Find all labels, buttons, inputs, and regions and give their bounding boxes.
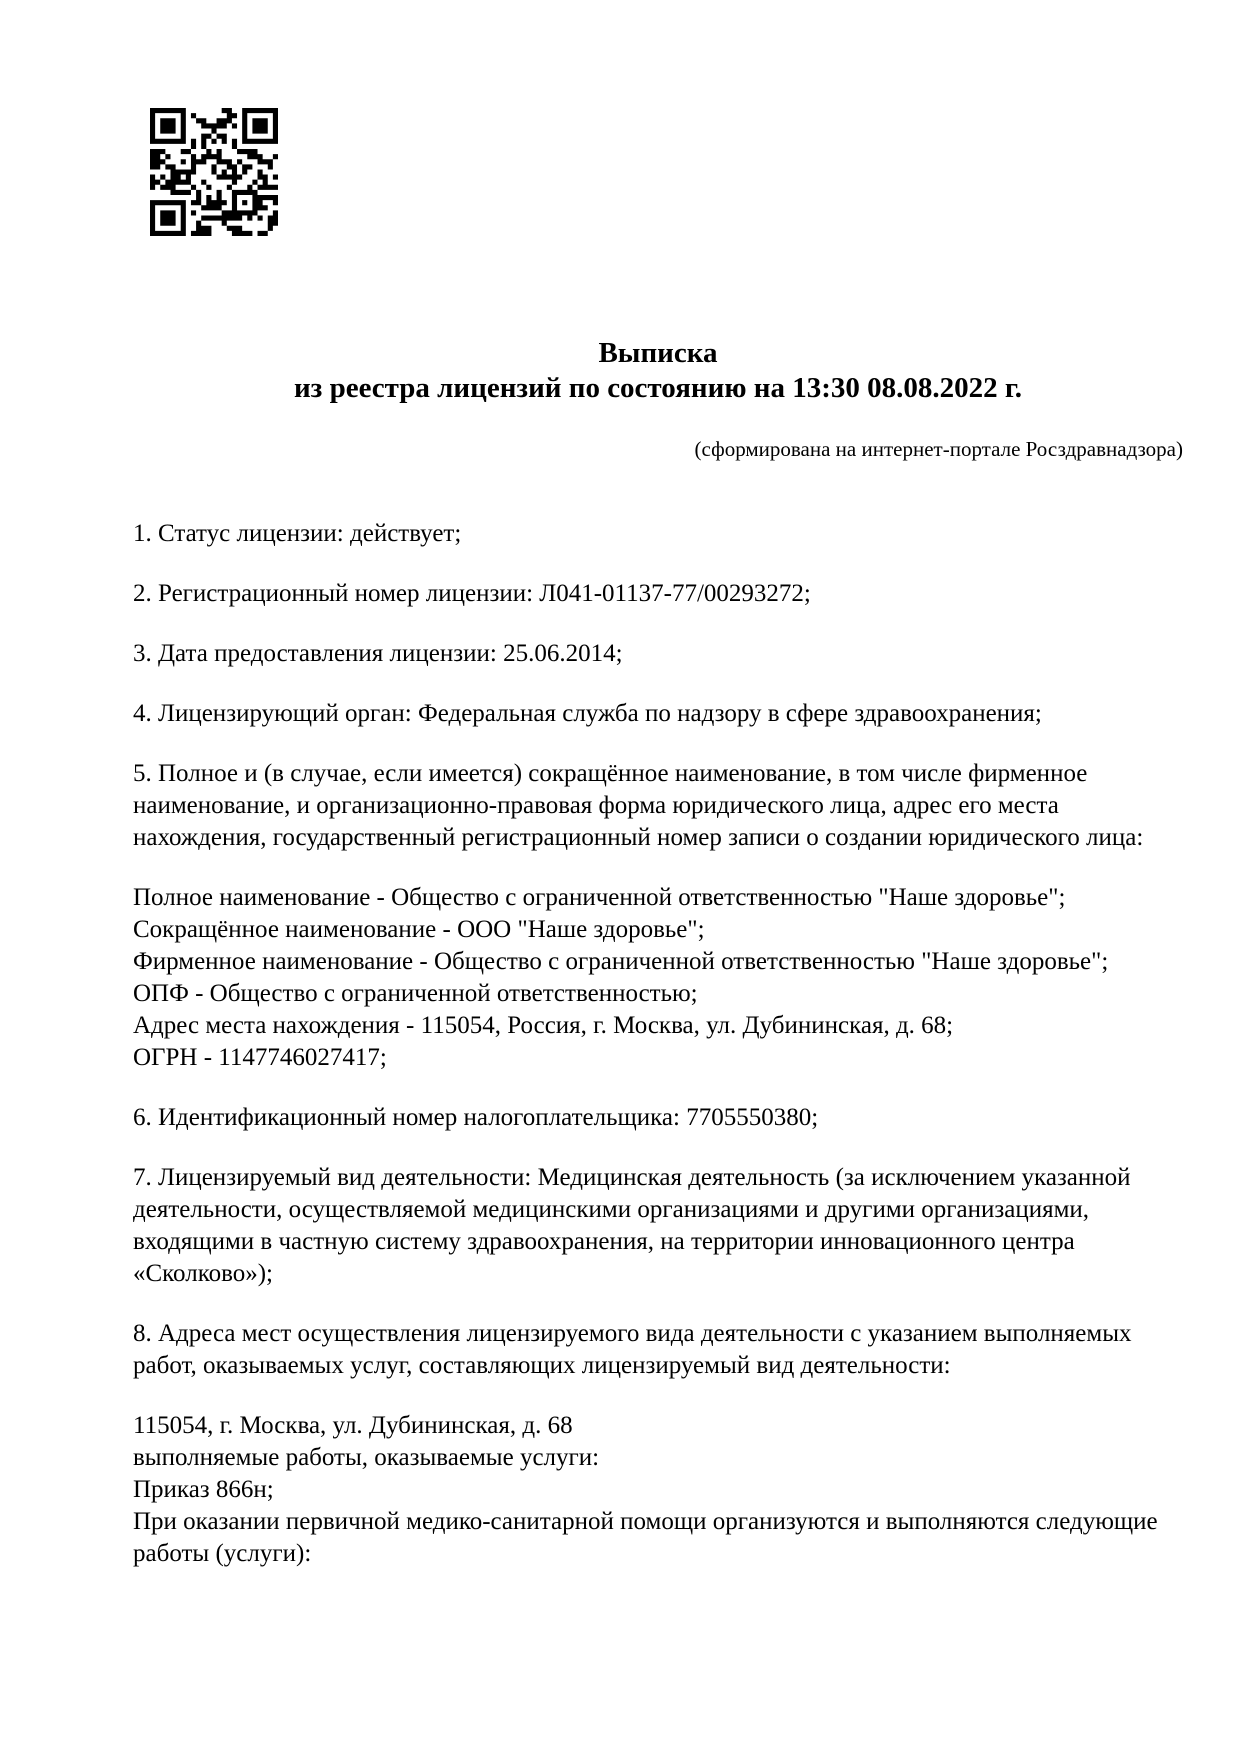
text-line: 2. Регистрационный номер лицензии: Л041-01137-77/00293272; bbox=[133, 580, 811, 607]
status-paragraph bbox=[133, 518, 1183, 550]
document-title-line2: из реестра лицензий по состоянию на 13:30 08.08.2022 г. bbox=[293, 372, 1023, 404]
licensing-authority-paragraph bbox=[133, 698, 1183, 730]
text-line: 1. Статус лицензии: действует; bbox=[133, 520, 462, 547]
text-line: Сокращённое наименование - ООО "Наше здоровье"; bbox=[133, 916, 705, 943]
text-line: Фирменное наименование - Общество с ограниченной ответственностью "Наше здоровье"; bbox=[133, 948, 1109, 975]
text-line: 115054, г. Москва, ул. Дубининская, д. 68 bbox=[133, 1412, 573, 1439]
activity-type-paragraph bbox=[133, 1162, 1183, 1290]
text-line: 5. Полное и (в случае, если имеется) сокращённое наименование, в том числе фирменное наименование, и организационно-правовая форма юридического лица, адрес его места нахождения, государственный регистрационный номер записи о создании юридического лица: bbox=[133, 760, 1144, 851]
text-line: Приказ 866н; bbox=[133, 1476, 274, 1503]
text-line: 6. Идентификационный номер налогоплательщика: 7705550380; bbox=[133, 1104, 819, 1131]
legal-entity-details bbox=[133, 882, 1183, 1074]
text-line: При оказании первичной медико-санитарной помощи организуются и выполняются следующие работы (услуги): bbox=[133, 1508, 1158, 1567]
document-subtitle: (сформирована на интернет-портале Росздравнадзора) bbox=[694, 437, 1183, 461]
legal-entity-heading-paragraph bbox=[133, 758, 1183, 854]
text-line: 4. Лицензирующий орган: Федеральная служба по надзору в сфере здравоохранения; bbox=[133, 700, 1042, 727]
text-line: 7. Лицензируемый вид деятельности: Медицинская деятельность (за исключением указанной деятельности, осуществляемой медицинскими организациями и другими организациями, входящими в частную систему здравоохранения, на территории инновационного центра «Сколково»); bbox=[133, 1164, 1131, 1287]
inn-paragraph bbox=[133, 1102, 1183, 1134]
qr-code bbox=[150, 108, 278, 236]
document-title-line1: Выписка bbox=[598, 337, 718, 369]
document-title bbox=[133, 336, 1183, 406]
document-body bbox=[133, 518, 1183, 1598]
text-line: Полное наименование - Общество с ограниченной ответственностью "Наше здоровье"; bbox=[133, 884, 1066, 911]
addresses-heading-paragraph bbox=[133, 1318, 1183, 1382]
registration-number-paragraph bbox=[133, 578, 1183, 610]
works-services-details bbox=[133, 1410, 1183, 1570]
text-line: 3. Дата предоставления лицензии: 25.06.2014; bbox=[133, 640, 623, 667]
text-line: выполняемые работы, оказываемые услуги: bbox=[133, 1444, 600, 1471]
text-line: ОПФ - Общество с ограниченной ответственностью; bbox=[133, 980, 698, 1007]
text-line: Адрес места нахождения - 115054, Россия, г. Москва, ул. Дубининская, д. 68; bbox=[133, 1012, 954, 1039]
text-line: 8. Адреса мест осуществления лицензируемого вида деятельности с указанием выполняемых работ, оказываемых услуг, составляющих лицензируемый вид деятельности: bbox=[133, 1320, 1132, 1379]
license-date-paragraph bbox=[133, 638, 1183, 670]
qr-code-image bbox=[150, 108, 278, 236]
text-line: ОГРН - 1147746027417; bbox=[133, 1044, 387, 1071]
